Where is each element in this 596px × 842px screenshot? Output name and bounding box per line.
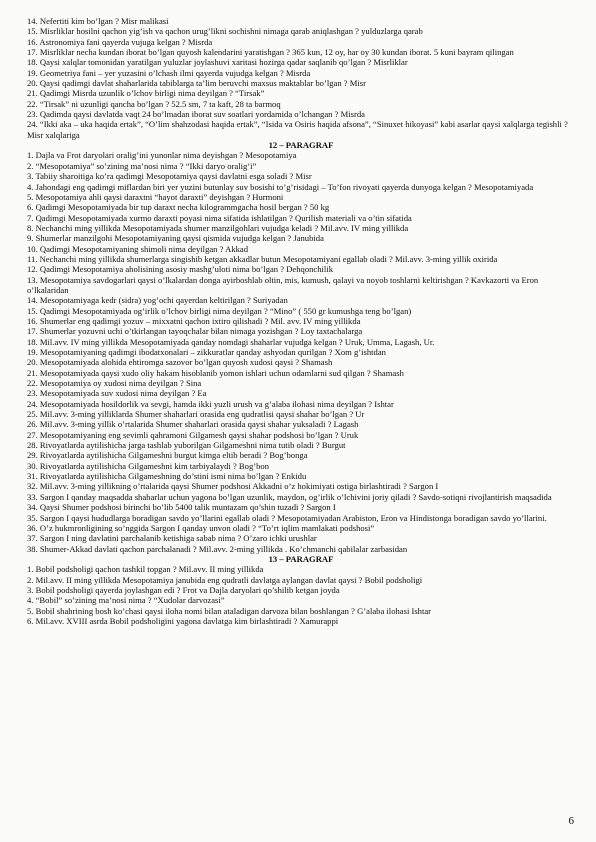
question-line: 34. Qaysi Shumer podshosi birinchi bo’lib 5400 talik muntazam qo’shin tuzadi ? Sargon I <box>27 502 336 513</box>
question-line: 6. Mil.avv. XVIII asrda Bobil podsholigini yagona davlatga kim birlashtiradi ? Xamurappi <box>27 615 339 626</box>
page-number: 6 <box>568 815 574 827</box>
question-list-paragraph-12 <box>27 150 575 553</box>
question-line: 15. Misrliklar hosilni qachon yig’ish va qachon urug’likni sochishni nimaga qarab aniqlashgan ? yulduzlarga qarab <box>27 26 423 37</box>
question-line: 19. Mesopotamiyaning qadimgi ibodatxonalari – zikkuratlar qanday ashyodan qurilgan ? Xom g’ishtdan <box>27 347 386 357</box>
question-line: 23. Mesopotamiyada suv xudosi nima deyilgan ? Ea <box>27 388 207 399</box>
question-line: 14. Nefertiti kim bo’lgan ? Misr malikasi <box>27 16 169 26</box>
question-line: 9. Shumerlar manzilgohi Mesopotamiyaning qaysi qismida vujudga kelgan ? Janubida <box>27 233 324 244</box>
question-line: 26. Mil.avv. 3-ming yillik o’rtalarida Shumer shaharlari orasida qaysi shahar yuksaladi ? Lagash <box>27 419 359 430</box>
question-line: 33. Sargon I qanday maqsadda shaharlar uchun yagona bo’lgan uzunlik, maydon, og’irlik o’lchivini joriy qiladi ? Savdo-sotiqni rivojlantirish maqsadida <box>27 491 552 502</box>
question-line: 27. Mesopotamiyaning eng sevimli qahramoni Gilgamesh qaysi shahar podshosi bo’lgan ? Uruk <box>27 429 359 440</box>
question-line: 24. “Ikki aka – uka haqida ertak”, “O’lim shahzodasi haqida ertak”, “Isida va Osiris haqida afsona”, “Sinuxet hikoyasi” kabi asarlar qaysi xalqlarga tegishli ? Misr xalqlariga <box>27 119 568 140</box>
question-line: 8. Nechanchi ming yillikda Mesopotamiyada shumer manzilgohlari vujudga keladi ? Mil.avv. IV ming yillikda <box>27 222 409 233</box>
question-line: 15. Qadimgi Mesopotamiyada og’irlik o’lchov birligi nima deyilgan ? “Mino” ( 550 gr kumushga teng bo’lgan) <box>27 305 412 316</box>
question-line: 24. Mesopotamiyada hosildorlik va sevgi, hamda ikki yuzli urush va g’alaba ilohasi nima deyilgan ? Ishtar <box>27 398 394 409</box>
page-content <box>27 16 575 626</box>
question-line: 17. Shumerlar yozuvni uchi o’tkirlangan tayoqchalar bilan nimaga yozishgan ? Loy taxtachalarga <box>27 326 363 337</box>
question-line: 21. Qadimgi Misrda uzunlik o’lchov birligi nima deyilgan ? “Tirsak” <box>27 88 265 99</box>
question-line: 4. “Bobil” so’zining ma’nosi nima ? “Xudolar darvozasi” <box>27 595 225 606</box>
question-line: 16. Shumerlar eng qadimgi yozuv – mixxatni qachon ixtiro qilishadi ? Mil. avv. IV ming yillikda <box>27 315 361 326</box>
question-line: 10. Qadimgi Mesopotamiyaning shimoli nima deyilgan ? Akkad <box>27 243 249 254</box>
question-line: 30. Rivoyatlarda aytilishicha Gilgameshni kim tarbiyalaydi ? Bog’bon <box>27 460 270 471</box>
question-line: 13. Mesopotamiya savdogarlari qaysi o’lkalardan donga ayirboshlab oltin, mis, kumush, qalayi va noyob toshlarni keltirishgan ? Kavkazorti va Eron o’lkalaridan <box>27 274 539 295</box>
question-line: 20. Qaysi qadimgi davlat shaharlarida tabiblarga ta’lim beruvchi maxsus maktablar bo’lgan ? Misr <box>27 78 366 89</box>
question-line: 35. Sargon I qaysi hududlarga boradigan savdo yo’llarini egallab oladi ? Mesopotamiyadan Arabiston, Eron va Hindistonga boradigan savdo yo’llarini. <box>27 512 547 523</box>
question-line: 6. Qadimgi Mesopotamiyada bir tup daraxt necha kilogrammgacha hosil bergan ? 50 kg <box>27 202 330 213</box>
question-line: 16. Astronomiya fani qayerda vujuga kelgan ? Misrda <box>27 36 213 47</box>
question-line: 2. “Mesopotamiya” so’zining ma’nosi nima ? “Ikki daryo oralig’i” <box>27 160 257 171</box>
question-line: 3. Bobil podsholigi qayerda joylashgan edi ? Frot va Dajla daryolari qo’shilib ketgan joyda <box>27 584 340 595</box>
question-line: 22. “Tirsak” ni uzunligi qancha bo’lgan ? 52.5 sm, 7 ta kaft, 28 ta barmoq <box>27 98 281 109</box>
question-line: 21. Mesopotamiyada qaysi xudo oliy hakam hisoblanib yomon ishlari uchun odamlarni sud qilgan ? Shamash <box>27 367 404 378</box>
question-line: 17. Misrliklar necha kundan iborat bo’lgan quyosh kalendarini yaratishgan ? 365 kun, 12 oy, har oy 30 kundan iborat. 5 kuni bayram qilingan <box>27 47 514 58</box>
question-line: 5. Bobil shahrining bosh ko’chasi qaysi iloha nomi bilan ataladigan darvoza bilan boshlangan ? G’alaba ilohasi Ishtar <box>27 605 432 616</box>
question-line: 7. Qadimgi Mesopotamiyada xurmo daraxti poyasi nima sifatida ishlatilgan ? Qurilish materiali va o’tin sifatida <box>27 212 412 223</box>
question-line: 4. Jahondagi eng qadimgi miflardan biri yer yuzini butunlay suv bosishi to’g’risidagi – To’fon rivoyati qayerda dunyoga kelgan ? Mesopotamiyada <box>27 181 534 192</box>
question-line: 29. Rivoyatlarda aytilishicha Gilgameshni burgut kimga eltib beradi ? Bog’bonga <box>27 450 308 461</box>
question-list-paragraph-11 <box>27 16 575 140</box>
paragraph-heading-12: 12 – PARAGRAF <box>268 140 334 151</box>
question-line: 18. Qaysi xalqlar tomonidan yaratilgan yuluzlar joylashuvi xaritasi hozirga qadar saqlanib qo’lgan ? Misrliklar <box>27 57 408 68</box>
question-list-paragraph-13 <box>27 564 575 626</box>
question-line: 37. Sargon I ning davlatini parchalanib ketishiga sabab nima ? O’zaro ichki urushlar <box>27 533 317 544</box>
question-line: 1. Bobil podsholigi qachon tashkil topgan ? Mil.avv. II ming yillikda <box>27 564 264 575</box>
question-line: 1. Dajla va Frot daryolari oralig’ini yunonlar nima deyishgan ? Mesopotamiya <box>27 150 297 161</box>
question-line: 14. Mesopotamiyaga kedr (sidra) yog’ochi qayerdan keltirilgan ? Suriyadan <box>27 295 288 306</box>
question-line: 12. Qadimgi Mesopotamiya aholisining asosiy mashg’uloti nima bo’lgan ? Dehqonchilik <box>27 264 333 275</box>
question-line: 20. Mesopotamiyada alohida ehtiromga sazovor bo’lgan quyosh xudosi qaysi ? Shamash <box>27 357 333 368</box>
question-line: 19. Geometriya fani – yer yuzasini o’lchash ilmi qayerda vujudga kelgan ? Misrda <box>27 67 311 78</box>
paragraph-heading-13: 13 – PARAGRAF <box>268 553 334 564</box>
question-line: 25. Mil.avv. 3-ming yilliklarda Shumer shaharlari orasida eng qudratlisi qaysi shahar bo’lgan ? Ur <box>27 409 365 420</box>
question-line: 3. Tabiiy sharoitiga ko’ra qadimgi Mesopotamiya qaysi davlatni esga soladi ? Misr <box>27 171 312 182</box>
question-line: 22. Mesopotamiya oy xudosi nima deyilgan ? Sina <box>27 378 202 389</box>
question-line: 32. Mil.avv. 3-ming yillikning o’rtalarida qaysi Shumer podshosi Akkadni o’z hokimiyati ostiga birlashtiradi ? Sargon I <box>27 481 439 492</box>
question-line: 18. Mil.avv. IV ming yillikda Mesopotamiyada qanday nomdagi shaharlar vujudga kelgan ? Uruk, Umma, Lagash, Ur. <box>27 336 435 347</box>
question-line: 5. Mesopotamiya ahli qaysi daraxtni “hayot daraxti” deyishgan ? Hurmoni <box>27 191 284 202</box>
question-line: 38. Shumer-Akkad davlati qachon parchalanadi ? Mil.avv. 2-ming yillikda . Ko’chmanchi qabilalar zarbasidan <box>27 543 408 554</box>
question-line: 2. Mil.avv. II ming yillikda Mesopotamiya janubida eng qudratli davlatga aylangan davlat qaysi ? Bobil podsholigi <box>27 574 423 585</box>
question-line: 31. Rivoyatlarda aytilishicha Gilgameshning do’stini ismi nima bo’lgan ? Enkidu <box>27 471 307 482</box>
question-line: 23. Qadimda qaysi davlatda vaqt 24 bo’lmadan iborat suv soatlari yordamida o’lchangan ? Misrda <box>27 109 365 120</box>
question-line: 28. Rivoyatlarda aytilishicha jarga tashlab yuborilgan Gilgameshni nima tutib oladi ? Burgut <box>27 440 346 451</box>
question-line: 36. O’z hukmronligining so’nggida Sargon I qanday unvon oladi ? “To’rt iqlim mamlakati podshosi” <box>27 522 375 533</box>
question-line: 11. Nechanchi ming yillikda shumerlarga singishib ketgan akkadlar butun Mesopotamiyani egallab oladi ? Mil.avv. 3-ming yillik oxirida <box>27 253 498 264</box>
